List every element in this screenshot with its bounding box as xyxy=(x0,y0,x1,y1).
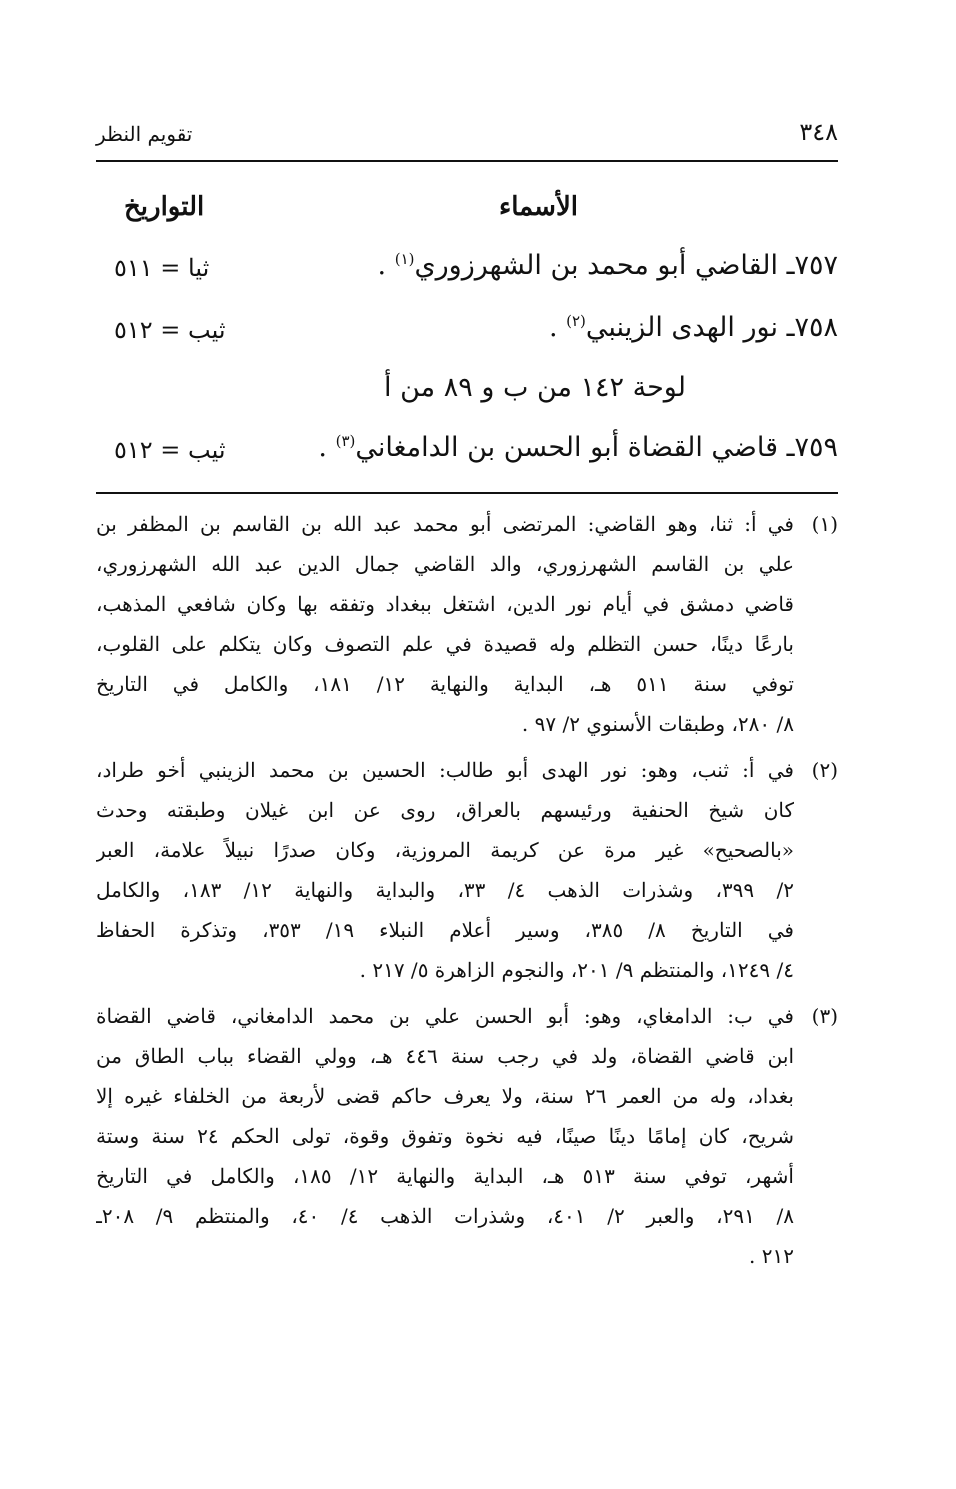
footnotes xyxy=(96,504,838,1282)
footnote-ref[interactable]: (٢) xyxy=(566,312,586,330)
footnote-line: بارعًا دينًا، حسن التظلم وله قصيدة في علم التصوف وكان يتكلم على القلوب، xyxy=(96,632,794,656)
footnote-line: توفي سنة ٥١١ هـ، البداية والنهاية ١٢/ ١٨١، والكامل في التاريخ xyxy=(96,672,794,696)
entry-name: ٧٥٩ـ قاضي القضاة أبو الحسن بن الدامغاني$^{(٣)}$ . xyxy=(318,432,838,463)
footnote-line: أشهر، توفي سنة ٥١٣ هـ، البداية والنهاية ١٢/ ١٨٥، والكامل في التاريخ xyxy=(96,1164,794,1188)
footnote-line: في أ: ثنا، وهو القاضي: المرتضى أبو محمد عبد الله بن القاسم بن المظفر بن xyxy=(96,512,794,536)
entry-date: ثيب = ٥١٢ xyxy=(114,316,226,344)
dates-column-heading: التواريخ xyxy=(124,192,205,222)
entry-row xyxy=(100,250,838,294)
footnote-line: في التاريخ ٨/ ٣٨٥، وسير أعلام النبلاء ١٩/ ٣٥٣، وتذكرة الحفاظ xyxy=(96,918,794,942)
entry-name: ٧٥٨ـ نور الهدى الزينبي$^{(٢)}$ . xyxy=(548,312,838,343)
manuscript-plate-note: لوحة ١٤٢ من ب و ٨٩ من أ xyxy=(384,372,686,403)
entry-name: ٧٥٧ـ القاضي أبو محمد بن الشهرزوري$^{(١)}$ . xyxy=(377,250,838,281)
page-header xyxy=(96,118,838,158)
footnote-number: (٢) xyxy=(811,758,838,782)
footnote xyxy=(96,996,838,1276)
footnote-line: ٢/ ٣٩٩، وشذرات الذهب ٤/ ٣٣، والبداية والنهاية ١٢/ ١٨٣، والكامل xyxy=(96,878,794,902)
footnote-ref[interactable]: (٣) xyxy=(335,432,356,450)
page-number: ٣٤٨ xyxy=(799,118,838,146)
footnote-line: «بالصحيح» غير مرة عن كريمة المروزية، وكان صدرًا نبيلاً علامة، العبر xyxy=(96,838,794,862)
footnote-number: (٣) xyxy=(811,1004,838,1028)
names-column-heading: الأسماء xyxy=(498,192,578,222)
entry-date: ثيا = ٥١١ xyxy=(114,254,210,282)
footnote-number: (١) xyxy=(811,512,838,536)
entry-row xyxy=(100,312,838,356)
footnote-line: ٨/ ٢٨٠، وطبقات الأسنوي ٢/ ٩٧ . xyxy=(521,712,794,736)
footnote-divider xyxy=(96,492,838,494)
footnote-line: ابن قاضي القضاة، ولد في رجب سنة ٤٤٦ هـ، وولي القضاء بباب الطاق من xyxy=(96,1044,794,1068)
footnote-line: علي بن القاسم الشهرزوري، والد القاضي جمال الدين عبد الله الشهرزوري، xyxy=(96,552,794,576)
footnote xyxy=(96,504,838,744)
footnote xyxy=(96,750,838,990)
entry-date: ثيب = ٥١٢ xyxy=(114,436,226,464)
footnote-line: كان شيخ الحنفية ورئيسهم بالعراق، روى عن ابن غيلان وطبقته وحدث xyxy=(96,798,794,822)
footnote-line: بغداد، وله من العمر ٢٦ سنة، ولا يعرف حاكم قضى لأربعة من الخلفاء غيره إلا xyxy=(96,1084,794,1108)
running-title: تقويم النظر xyxy=(96,122,193,146)
footnote-line: ٢١٢ . xyxy=(749,1244,794,1268)
header-divider xyxy=(96,160,838,162)
entry-row xyxy=(100,432,838,476)
footnote-ref[interactable]: (١) xyxy=(394,250,415,268)
footnote-line: ٤/ ١٢٤٩، والمنتظم ٩/ ٢٠١، والنجوم الزاهرة ٥/ ٢١٧ . xyxy=(359,958,794,982)
footnote-line: قاضي دمشق في أيام نور الدين، اشتغل ببغداد وتفقه بها وكان شافعي المذهب، xyxy=(96,592,794,616)
footnote-line: في أ: ثنب، وهو: نور الهدى أبو طالب: الحسين بن محمد الزينبي أخو طراد، xyxy=(96,758,794,782)
footnote-line: ٨/ ٢٩١، والعبر ٢/ ٤٠١، وشذرات الذهب ٤/ ٤٠، والمنتظم ٩/ ٢٠٨ـ xyxy=(96,1204,794,1228)
footnote-line: شريح، كان إمامًا دينًا صينًا، فيه نخوة وتفوق وقوة، تولى الحكم ٢٤ سنة وستة xyxy=(96,1124,794,1148)
footnote-line: في ب: الدامغاي، وهو: أبو الحسن علي بن محمد الدامغاني، قاضي القضاة xyxy=(96,1004,794,1028)
